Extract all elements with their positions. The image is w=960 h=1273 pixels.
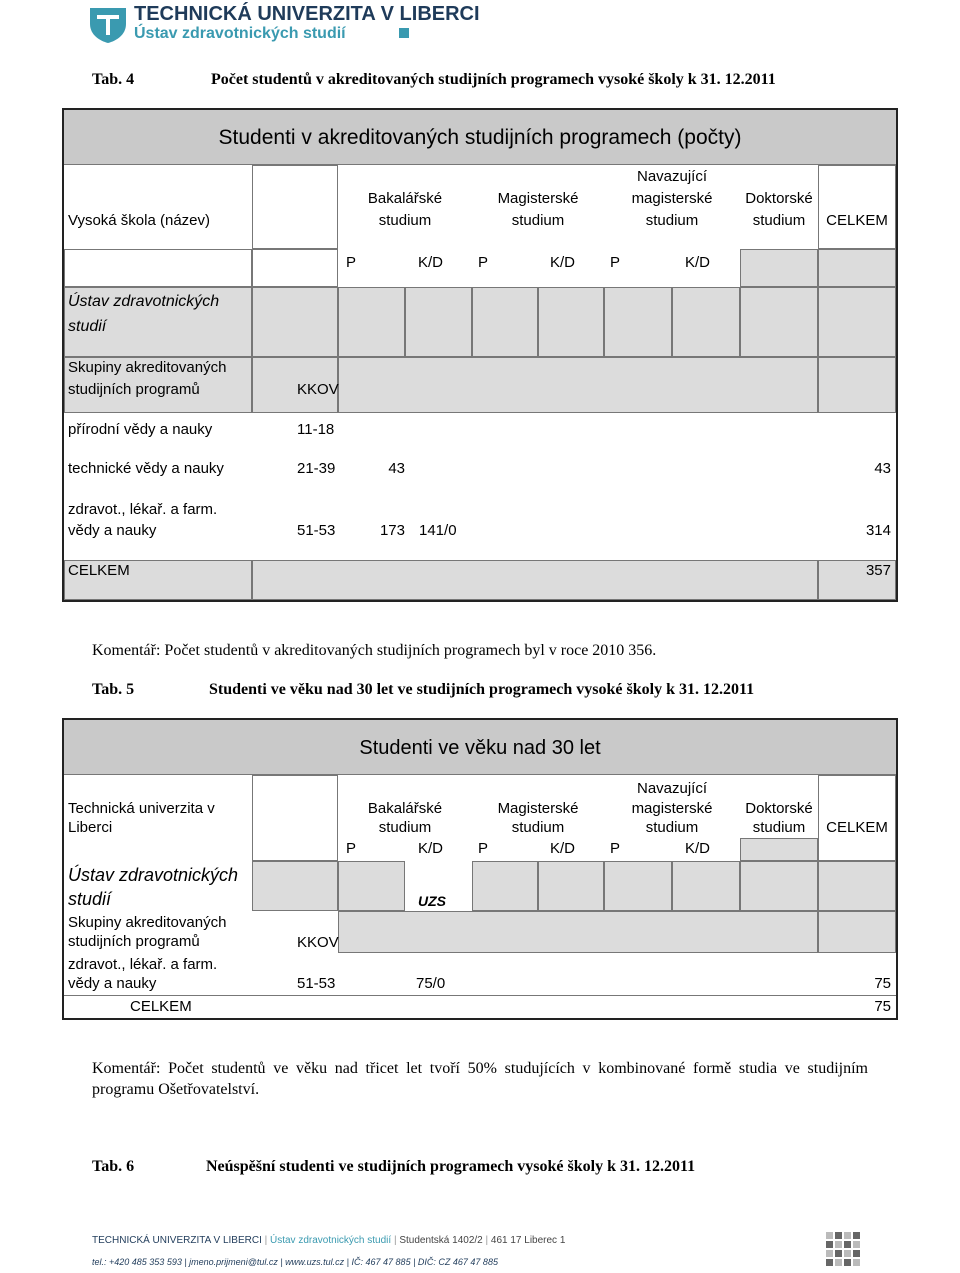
row-code: 51-53 — [297, 522, 336, 539]
footer-institute: Ústav zdravotnických studií — [270, 1235, 392, 1246]
row-code: 21-39 — [297, 460, 336, 477]
row-name-1: zdravot., lékař. a farm. — [68, 501, 218, 518]
row-total: 314 — [865, 522, 891, 539]
footer-org: TECHNICKÁ UNIVERZITA V LIBERCI — [92, 1235, 262, 1246]
tab5-comment: Komentář: Počet studentů ve věku nad třicet let tvoří 50% studujících v kombinované formě studia ve studijním programu Ošetřovatelství. — [92, 1060, 868, 1098]
tab4-caption: Počet studentů v akreditovaných studijních programech vysoké školy k 31. 12.2011 — [211, 71, 776, 88]
row-code: 11-18 — [297, 421, 335, 438]
tab5-faculty-abbr: UZS — [418, 893, 446, 909]
tab6-caption: Neúspěšní studenti ve studijních programech vysoké školy k 31. 12.2011 — [206, 1158, 696, 1175]
tab5-col-mgr-1: Magisterské — [497, 800, 579, 817]
row-name-2: vědy a nauky — [68, 975, 157, 992]
tab4-col-bc-2: studium — [378, 212, 432, 229]
tab4-groups-2: studijních programů — [68, 381, 200, 398]
tab5-col-phd-1: Doktorské — [745, 800, 813, 817]
tab4-faculty-2: studií — [68, 318, 107, 335]
row-total: 75 — [874, 975, 891, 992]
tab5-kkov: KKOV — [297, 934, 339, 951]
tab5-sub-p-3: P — [610, 840, 621, 857]
tab4-sub-kd-2: K/D — [550, 254, 576, 271]
tab5-col-bc-2: studium — [378, 819, 432, 836]
tab5-col-school-1: Technická univerzita v — [68, 800, 215, 817]
tab4-col-total: CELKEM — [826, 212, 888, 229]
tab4-col-mgr-2: studium — [511, 212, 565, 229]
tab4-col-nmgr-1: Navazující — [636, 168, 708, 185]
row-code: 51-53 — [297, 975, 336, 992]
row-name: technické vědy a nauky — [68, 460, 224, 477]
row-name-1: zdravot., lékař. a farm. — [68, 956, 218, 973]
tab6-number: Tab. 6 — [92, 1158, 135, 1175]
tab5-sub-p-1: P — [346, 840, 357, 857]
tab4-kkov: KKOV — [297, 381, 339, 398]
tab4-comment: Komentář: Počet studentů v akreditovaných studijních programech byl v roce 2010 356. — [92, 642, 657, 659]
tab4-col-nmgr-3: studium — [645, 212, 699, 229]
tab5-total-value: 75 — [874, 998, 891, 1015]
tab4-sub-p-2: P — [478, 254, 489, 271]
tab4-faculty-1: Ústav zdravotnických — [68, 293, 220, 310]
tab4-number: Tab. 4 — [92, 71, 135, 88]
tab5-col-nmgr-2: magisterské — [631, 800, 713, 817]
tab5-col-phd-2: studium — [752, 819, 806, 836]
row-name: přírodní vědy a nauky — [68, 421, 213, 438]
tab5-total-label: CELKEM — [130, 998, 192, 1015]
tab4-total-value: 357 — [865, 562, 891, 579]
tab5-sub-p-2: P — [478, 840, 489, 857]
row-bc-p: 173 — [379, 522, 405, 539]
tab5-faculty-2: studií — [68, 889, 112, 909]
tab4-sub-p-3: P — [610, 254, 621, 271]
row-name-2: vědy a nauky — [68, 522, 157, 539]
tab4-sub-kd-3: K/D — [685, 254, 711, 271]
tab5-title: Studenti ve věku nad 30 let — [359, 737, 601, 759]
tab5-faculty-1: Ústav zdravotnických — [68, 865, 239, 885]
tab4-col-phd-1: Doktorské — [745, 190, 813, 207]
tab4-col-bc-1: Bakalářské — [367, 190, 443, 207]
tab5-col-total: CELKEM — [826, 819, 888, 836]
tab5-sub-kd-3: K/D — [685, 840, 711, 857]
header-institute: Ústav zdravotnických studií — [134, 25, 346, 42]
footer-city: 461 17 Liberec 1 — [490, 1235, 566, 1246]
tab4-groups-1: Skupiny akreditovaných — [68, 359, 227, 376]
tab5-col-nmgr-1: Navazující — [636, 780, 708, 797]
footer-contact: tel.: +420 485 353 593 | jmeno.prijmeni@tul.cz | www.uzs.tul.cz | IČ: 467 47 885 | DIČ: CZ 467 47 885 — [92, 1257, 498, 1267]
tab4-total-label: CELKEM — [68, 562, 130, 579]
tab5-groups-1: Skupiny akreditovaných — [68, 914, 227, 931]
row-bc-kd: 75/0 — [416, 975, 446, 992]
tab5-sub-kd-2: K/D — [550, 840, 576, 857]
tab5-col-nmgr-3: studium — [645, 819, 699, 836]
tab5-caption: Studenti ve věku nad 30 let ve studijních programech vysoké školy k 31. 12.2011 — [209, 681, 755, 698]
footer-grid-logo-icon — [826, 1232, 862, 1268]
row-bc-kd: 141/0 — [419, 522, 457, 539]
tab4-col-nmgr-2: magisterské — [631, 190, 713, 207]
tab4-col-mgr-1: Magisterské — [497, 190, 579, 207]
footer-address: Studentská 1402/2 — [399, 1235, 483, 1246]
header-square-icon — [399, 28, 409, 38]
tab4-col-school: Vysoká škola (název) — [68, 212, 211, 229]
row-total: 43 — [874, 460, 891, 477]
tab4-sub-kd-1: K/D — [418, 254, 444, 271]
row-bc-p: 43 — [388, 460, 405, 477]
tab4-col-phd-2: studium — [752, 212, 806, 229]
tab4-sub-p-1: P — [346, 254, 357, 271]
header-org-name: TECHNICKÁ UNIVERZITA V LIBERCI — [134, 3, 480, 25]
tab5-col-mgr-2: studium — [511, 819, 565, 836]
tab5-number: Tab. 5 — [92, 681, 135, 698]
tab5-col-bc-1: Bakalářské — [367, 800, 443, 817]
university-logo-icon — [88, 4, 128, 44]
tab5-groups-2: studijních programů — [68, 933, 200, 950]
tab5-col-school-2: Liberci — [68, 819, 113, 836]
tab4-title: Studenti v akreditovaných studijních programech (počty) — [218, 126, 742, 149]
tab5-sub-kd-1: K/D — [418, 840, 444, 857]
